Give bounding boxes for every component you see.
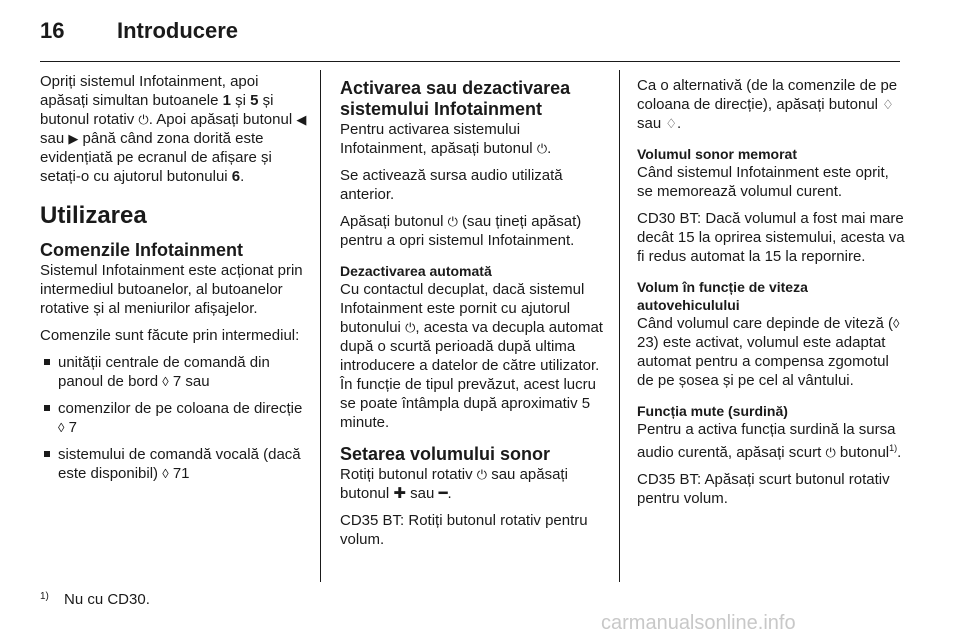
column-divider-2 [619, 70, 620, 582]
paragraph: Când sistemul Infotainment este oprit, se memorează volumul curent. [637, 164, 889, 200]
column-divider-1 [320, 70, 321, 582]
power-icon: ⏻ [405, 320, 416, 335]
bullet-icon [44, 359, 50, 365]
bullet-list [40, 353, 310, 483]
heading-volum-viteza: Volum în funcție de viteza autovehiculului [637, 279, 808, 313]
paragraph: Cu contactul decuplat, dacă sistemul Infotainment este pornit cu ajutorul butonului ⏻, acesta va decupla automat după o scurtă perioadă după ultima introducere a datelor de către utilizator. În funcție de tipul prevăzut, acest lucru se poate întâmpla după aproximativ 5 minute. [340, 281, 603, 431]
paragraph: Opriți sistemul Infotainment, apoi apăsați simultan butoanele 1 și 5 și butonul rotativ ⏻. Apoi apăsați butonul ◀ sau ▶ până când zona dorită este evidențiată pe ecranul de afișare și setați-o cu ajutorul butonului 6. [40, 73, 307, 185]
power-icon: ⏻ [536, 141, 548, 156]
list-item: comenzilor de pe coloana de direcție ◊ 7 [40, 399, 310, 437]
column-2 [340, 72, 605, 557]
reference-icon: ◊ [58, 420, 65, 435]
button-number: 6 [231, 168, 241, 185]
watermark: carmanualsonline.info [601, 612, 796, 634]
paragraph: Când volumul care depinde de viteză (◊ 23) este activat, volumul este adaptat automat pentru a compensa zgomotul de pe șosea și pe cel al vântului. [637, 315, 900, 389]
paragraph: Pentru a activa funcția surdină la sursa audio curentă, apăsați scurt ⏻ butonul$^{1)}$. [637, 421, 902, 461]
heading-comenzile: Comenzile Infotainment [40, 240, 244, 260]
arrow-left-icon: ◀ [296, 112, 307, 127]
reference-icon: ◊ [162, 466, 169, 481]
footnote-mark: 1) [40, 591, 49, 602]
button-number: 1 [222, 92, 231, 109]
column-1 [40, 72, 310, 491]
power-icon: ⏻ [825, 445, 836, 460]
paragraph: Ca o alternativă (de la comenzile de pe coloana de direcție), apăsați butonul ♢ sau ♢. [637, 77, 898, 132]
footnote-text: Nu cu CD30. [64, 591, 150, 608]
paragraph: Comenzile sunt făcute prin intermediul: [40, 327, 300, 344]
button-number: 5 [250, 92, 259, 109]
bullet-icon [44, 405, 50, 411]
paragraph: Sistemul Infotainment este acționat prin intermediul butoanelor, al butoanelor rotative și al meniurilor afișajelor. [40, 262, 303, 317]
top-rule [40, 61, 900, 62]
reference-icon: ◊ [892, 316, 900, 331]
heading-setarea-volumului: Setarea volumului sonor [340, 444, 551, 464]
list-item: sistemului de comandă vocală (dacă este disponibil) ◊ 71 [40, 445, 310, 483]
power-icon: ⏻ [476, 467, 488, 482]
page-title: Introducere [117, 18, 239, 43]
heading-utilizarea: Utilizarea [40, 202, 147, 229]
page-number: 16 [40, 18, 65, 43]
bullet-icon [44, 451, 50, 457]
minus-icon: ━ [438, 485, 448, 502]
heading-functia-mute: Funcția mute (surdină) [637, 403, 788, 419]
column-3 [637, 72, 905, 516]
heading-dezactivarea: Dezactivarea automată [340, 263, 492, 279]
paragraph: CD30 BT: Dacă volumul a fost mai mare decât 15 la oprirea sistemului, acesta va fi redus automat la 15 la repornire. [637, 210, 905, 265]
list-item: unității centrale de comandă din panoul de bord ◊ 7 sau [40, 353, 310, 391]
footnote-reference: 1) [889, 443, 898, 453]
heading-activarea: Activarea sau dezactivarea sistemului Infotainment [340, 78, 571, 119]
paragraph: Pentru activarea sistemului Infotainment, apăsați butonul ⏻. [340, 121, 552, 157]
volume-down-icon: ♢ [665, 116, 678, 131]
volume-up-icon: ♢ [882, 97, 894, 112]
arrow-right-icon: ▶ [68, 131, 79, 146]
power-icon: ⏻ [447, 214, 458, 229]
paragraph: Rotiți butonul rotativ ⏻ sau apăsați butonul ✚ sau ━. [340, 466, 568, 502]
plus-icon: ✚ [393, 485, 406, 502]
paragraph: CD35 BT: Rotiți butonul rotativ pentru volum. [340, 512, 588, 548]
paragraph: Se activează sursa audio utilizată anterior. [340, 167, 563, 203]
reference-icon: ◊ [162, 374, 169, 389]
heading-volum-memorat: Volumul sonor memorat [637, 146, 797, 162]
power-icon: ⏻ [138, 112, 149, 127]
paragraph: CD35 BT: Apăsați scurt butonul rotativ pentru volum. [637, 471, 890, 507]
paragraph: Apăsați butonul ⏻ (sau țineți apăsat) pentru a opri sistemul Infotainment. [340, 213, 582, 249]
